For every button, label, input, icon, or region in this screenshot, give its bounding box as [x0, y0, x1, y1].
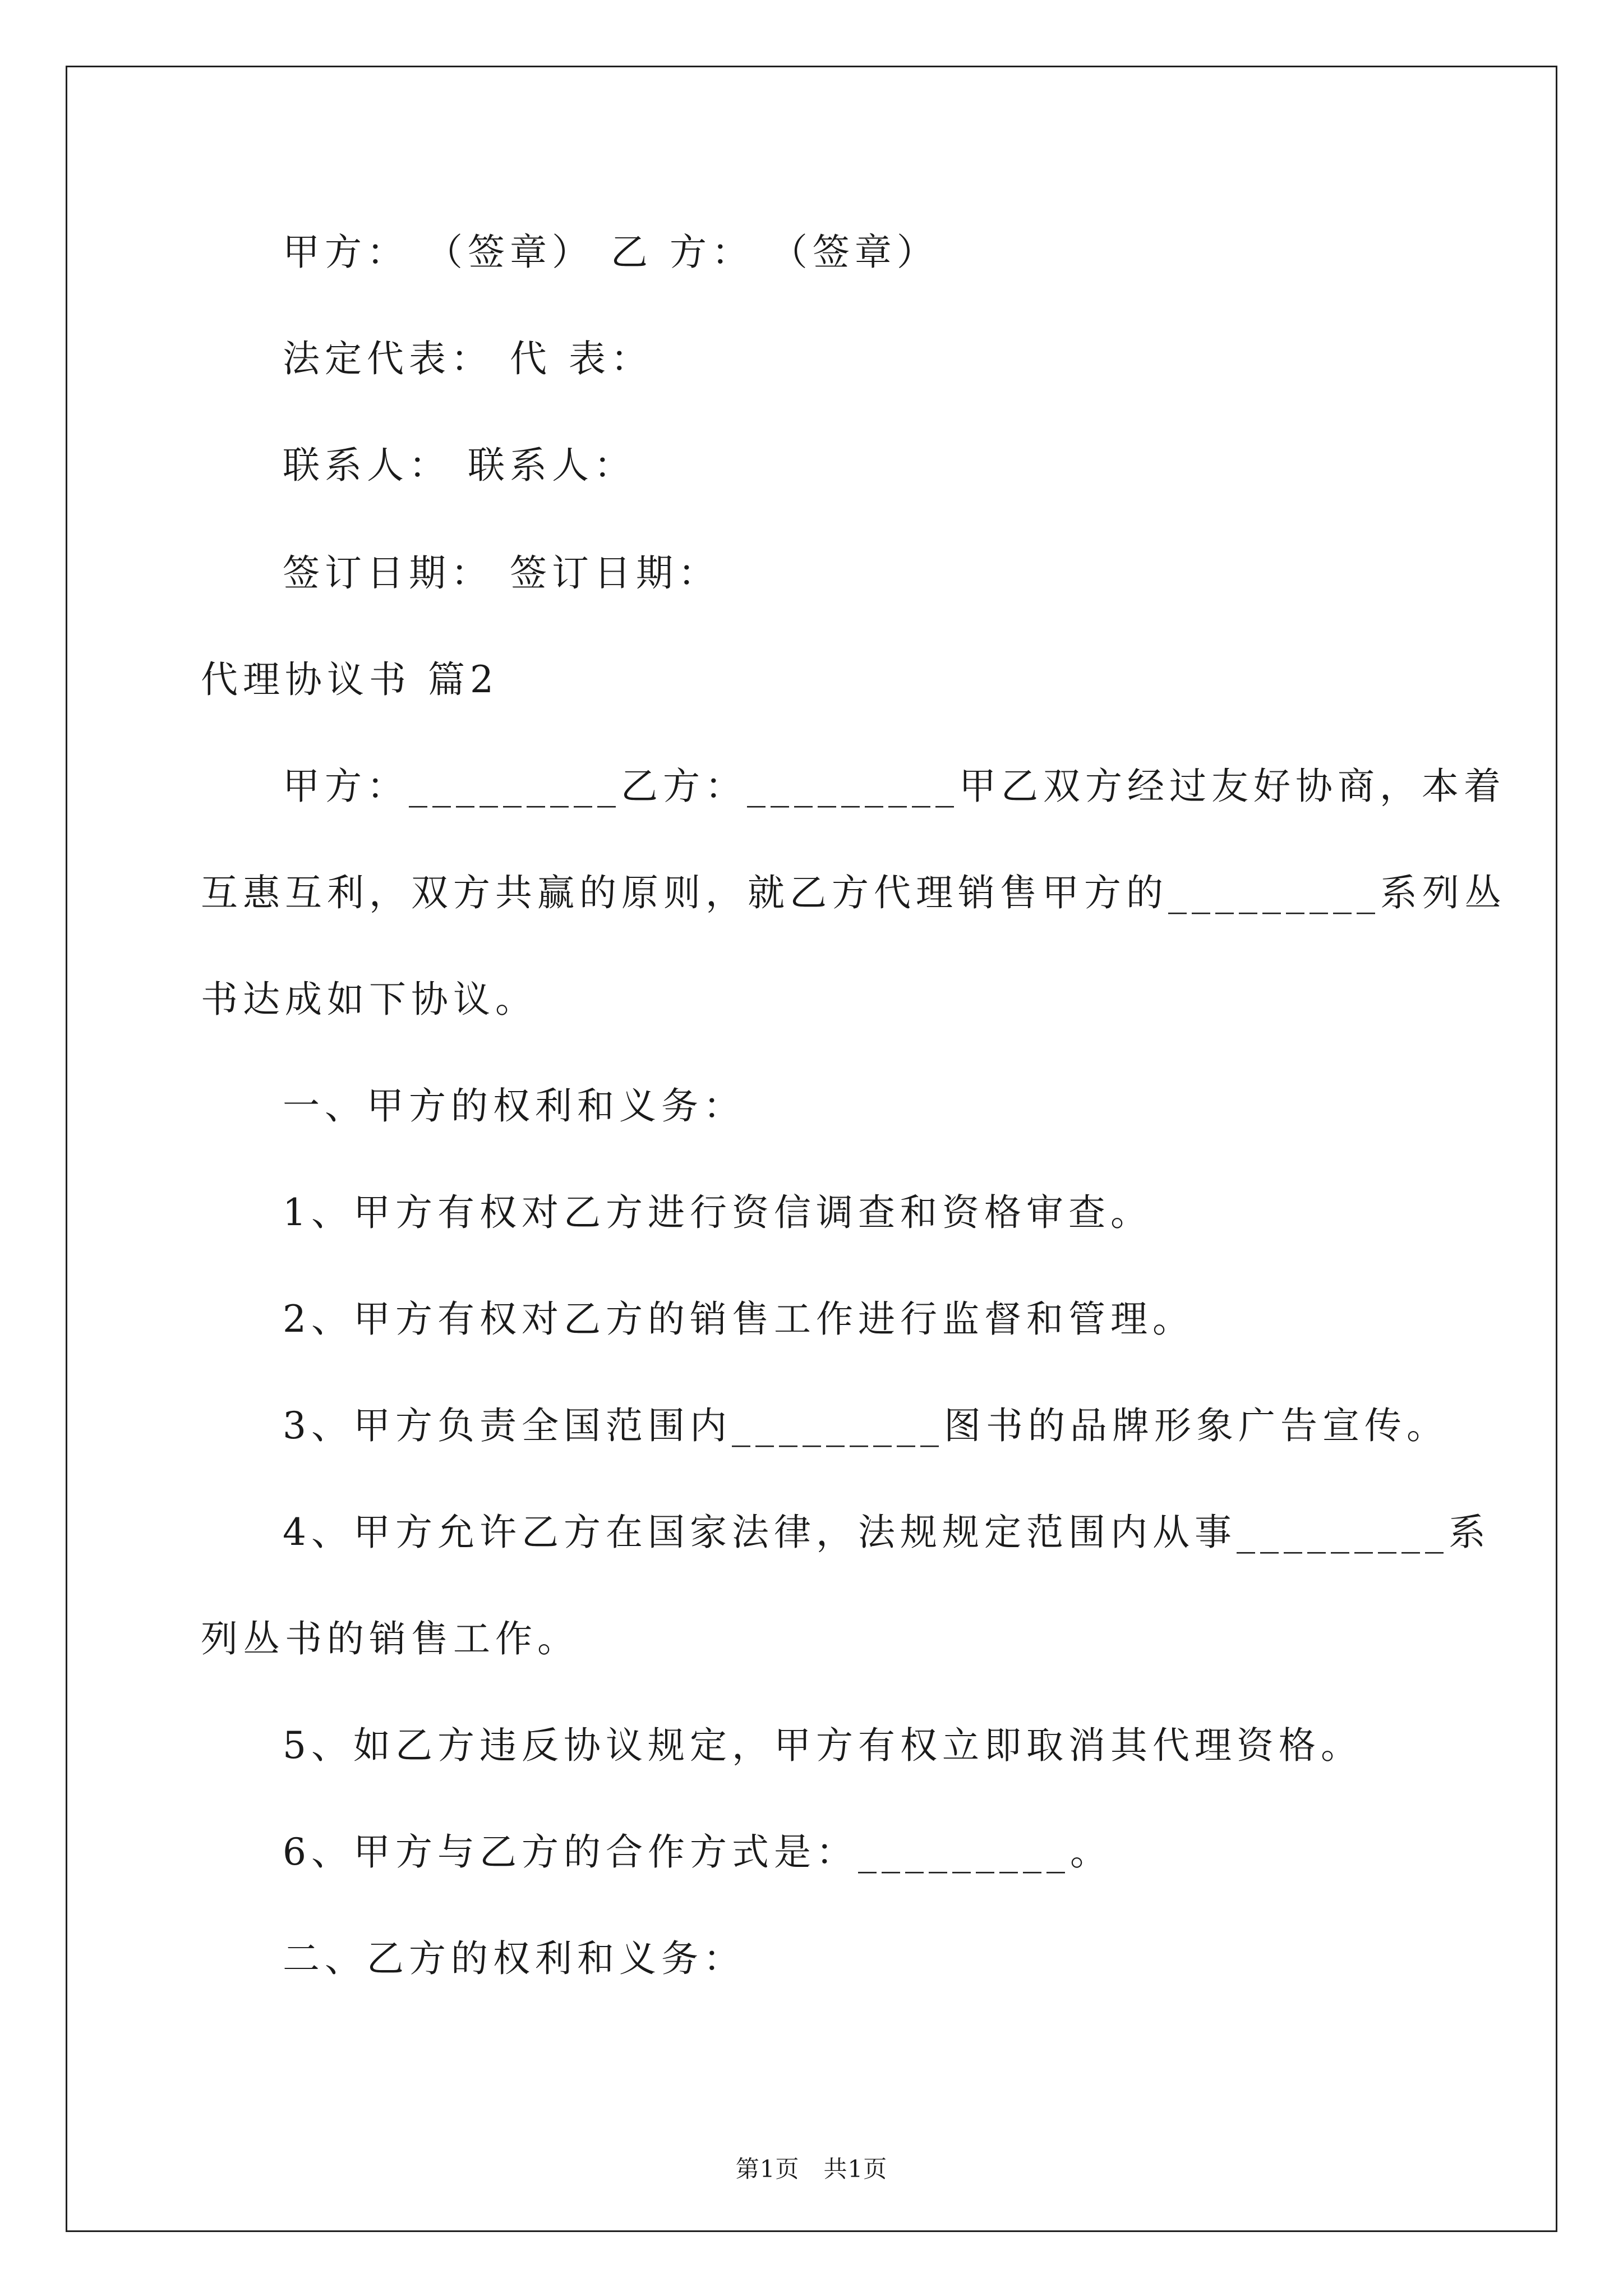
signature-line-contacts: 联系人： 联系人：	[283, 444, 636, 487]
clause-item-continuation: 列丛书的销售工作。	[201, 1617, 579, 1660]
clause-heading: 一、甲方的权利和义务：	[283, 1084, 745, 1128]
page-border	[66, 66, 1557, 2232]
clause-item: 6、甲方与乙方的合作方式是：_________。	[283, 1830, 1112, 1874]
clause-item: 5、如乙方违反协议规定，甲方有权立即取消其代理资格。	[283, 1724, 1363, 1767]
clause-item: 1、甲方有权对乙方进行资信调查和资格审查。	[283, 1191, 1152, 1234]
paragraph-line: 书达成如下协议。	[201, 978, 537, 1021]
clause-heading: 二、乙方的权利和义务：	[283, 1937, 745, 1980]
page-number-footer: 第1页 共1页	[735, 2155, 888, 2183]
clause-item: 4、甲方允许乙方在国家法律，法规规定范围内从事_________系	[283, 1511, 1491, 1554]
clause-item: 3、甲方负责全国范围内_________图书的品牌形象广告宣传。	[283, 1404, 1449, 1447]
signature-line-representatives: 法定代表： 代 表：	[283, 337, 653, 380]
signature-line-parties: 甲方： （签章） 乙 方： （签章）	[283, 231, 939, 274]
signature-line-dates: 签订日期： 签订日期：	[283, 551, 720, 595]
paragraph-line: 甲方：_________乙方：_________甲乙双方经过友好协商，本着	[283, 765, 1506, 808]
clause-item: 2、甲方有权对乙方的销售工作进行监督和管理。	[283, 1297, 1195, 1341]
section-heading: 代理协议书 篇2	[201, 658, 499, 701]
paragraph-line: 互惠互利，双方共赢的原则，就乙方代理销售甲方的_________系列丛	[201, 871, 1506, 914]
